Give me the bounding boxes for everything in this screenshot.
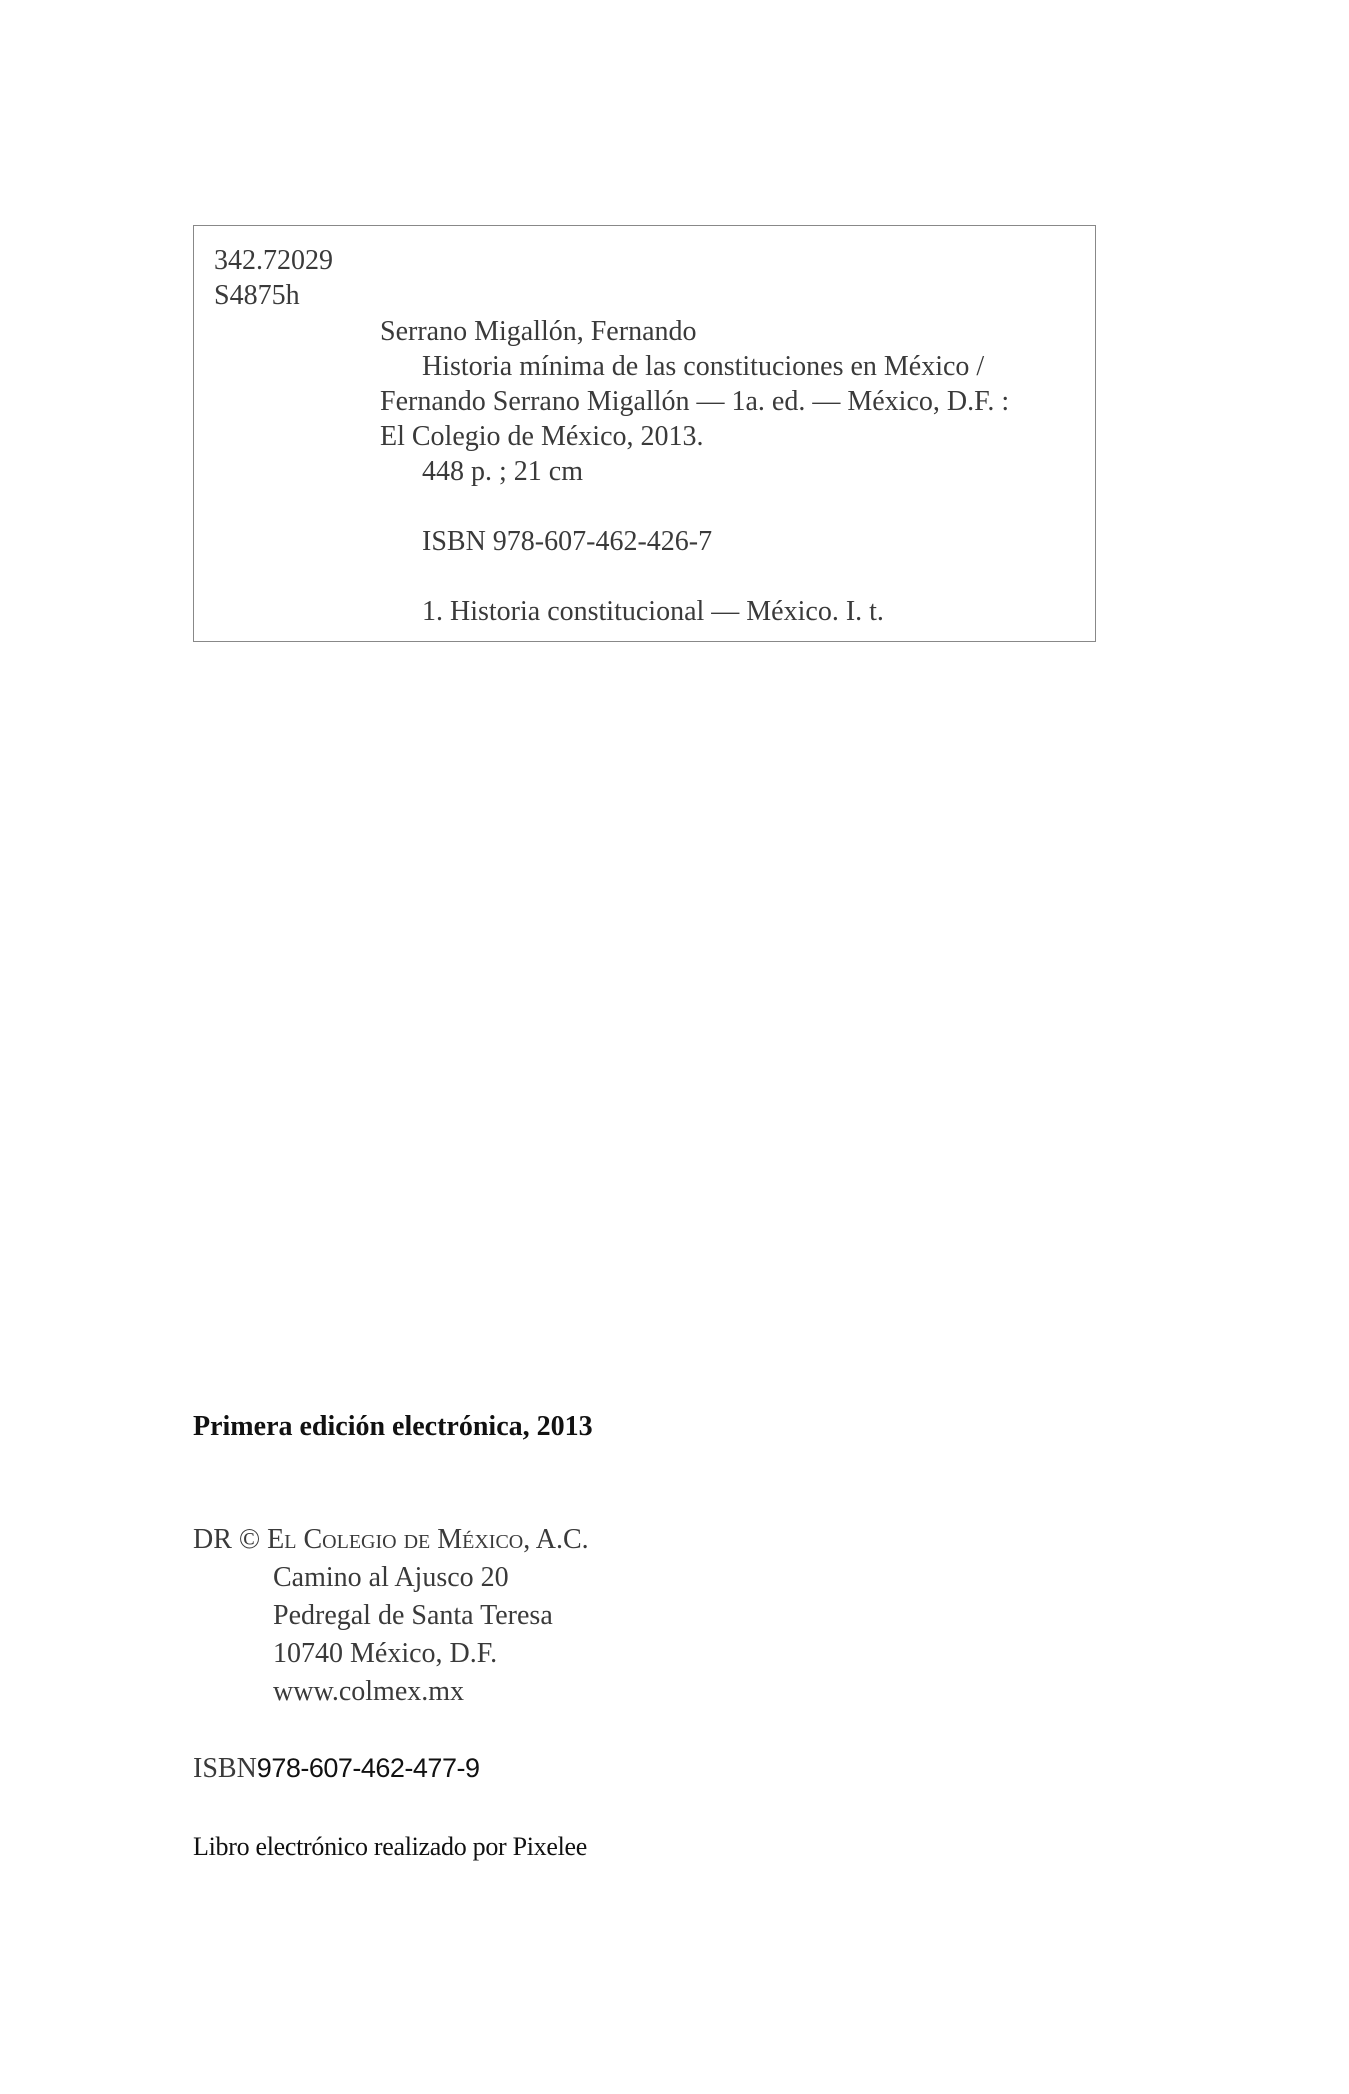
address-line-neighborhood: Pedregal de Santa Teresa <box>273 1600 553 1631</box>
publisher-suffix: , A.C. <box>523 1524 589 1555</box>
catalog-author: Serrano Migallón, Fernando <box>380 316 697 347</box>
edition-statement: Primera edición electrónica, 2013 <box>193 1411 593 1442</box>
catalog-subject: 1. Historia constitucional — México. I. t. <box>422 596 884 627</box>
publisher-name: El Colegio de México <box>267 1524 524 1555</box>
address-line-street: Camino al Ajusco 20 <box>273 1562 509 1593</box>
catalog-card <box>193 225 1096 642</box>
website-link[interactable]: www.colmex.mx <box>273 1676 465 1707</box>
isbn-value: 978-607-462-477-9 <box>256 1753 480 1783</box>
address-line-city: 10740 México, D.F. <box>273 1638 498 1669</box>
catalog-title-line-2: Fernando Serrano Migallón — 1a. ed. — México, D.F. : <box>380 386 1010 417</box>
catalog-title-line-1: Historia mínima de las constituciones en México / <box>422 351 985 382</box>
catalog-title-line-3: El Colegio de México, 2013. <box>380 421 704 452</box>
catalog-physical-description: 448 p. ; 21 cm <box>422 456 583 487</box>
catalog-isbn: ISBN 978-607-462-426-7 <box>422 526 713 557</box>
ebook-credit: Libro electrónico realizado por Pixelee <box>193 1832 588 1861</box>
classification-number: 342.72029 <box>214 245 333 276</box>
cutter-number: S4875h <box>214 280 300 311</box>
copyright-prefix: DR © <box>193 1524 268 1555</box>
copyright-line <box>193 1526 589 1554</box>
electronic-isbn <box>193 1755 479 1783</box>
isbn-label: ISBN <box>193 1753 257 1784</box>
